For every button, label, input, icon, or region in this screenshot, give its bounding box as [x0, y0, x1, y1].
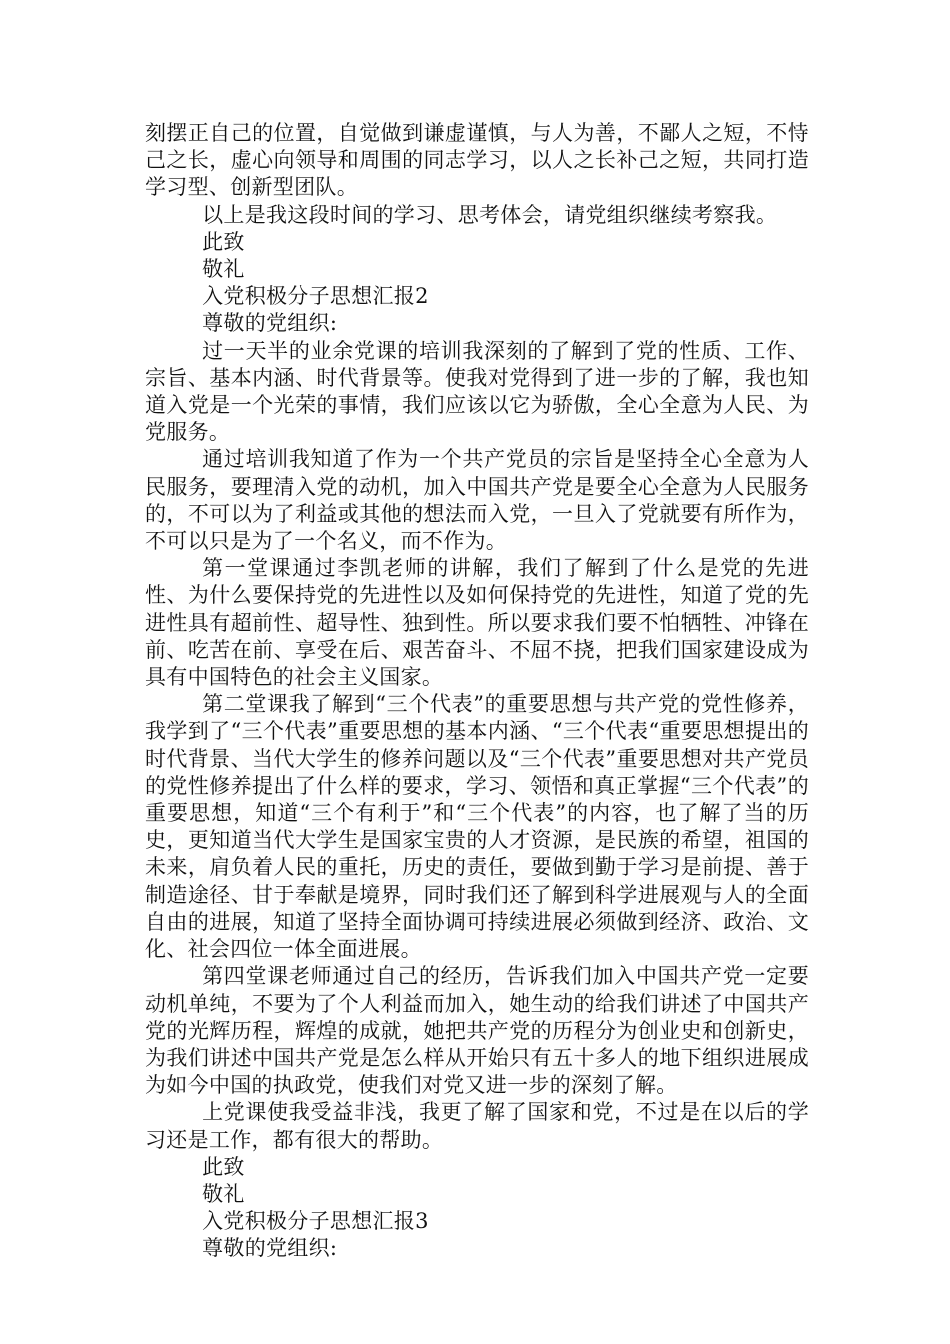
paragraph: 过一天半的业余党课的培训我深刻的了解到了党的性质、工作、宗旨、基本内涵、时代背景等。使我对党得到了进一步的了解，我也知道入党是一个光荣的事情，我们应该以它为骄傲，全心全意为人民、为党服务。	[145, 338, 809, 445]
paragraph: 通过培训我知道了作为一个共产党员的宗旨是坚持全心全意为人民服务，要理清入党的动机，加入中国共产党是要全心全意为人民服务的，不可以为了利益或其他的想法而入党，一旦入了党就要有所作为，不可以只是为了一个名义，而不作为。	[145, 447, 809, 554]
document-body	[145, 120, 809, 1263]
paragraph: 上党课使我受益非浅，我更了解了国家和党，不过是在以后的学习还是工作，都有很大的帮助。	[145, 1100, 809, 1152]
salutation-cizhi: 此致	[202, 1154, 245, 1179]
section-heading-report-3: 入党积极分子思想汇报3	[202, 1209, 429, 1234]
section-heading-report-2: 入党积极分子思想汇报2	[202, 284, 429, 309]
paragraph: 第一堂课通过李凯老师的讲解，我们了解到了什么是党的先进性、为什么要保持党的先进性以及如何保持党的先进性，知道了党的先进性具有超前性、超导性、独到性。所以要求我们要不怕牺牲、冲锋在前、吃苦在前、享受在后、艰苦奋斗、不屈不挠，把我们国家建设成为具有中国特色的社会主义国家。	[145, 556, 809, 690]
paragraph-continuation: 刻摆正自己的位置，自觉做到谦虚谨慎，与人为善，不鄙人之短，不恃己之长，虚心向领导和周围的同志学习，以人之长补己之短，共同打造学习型、创新型团队。	[145, 121, 809, 200]
paragraph: 第二堂课我了解到“三个代表”的重要思想与共产党的党性修养，我学到了“三个代表”重要思想的基本内涵、“三个代表“重要思想提出的时代背景、当代大学生的修养问题以及“三个代表”重要思想对共产党员的党性修养提出了什么样的要求，学习、领悟和真正掌握“三个代表”的重要思想，知道“三个有利于”和“三个代表”的内容，也了解了当的历史，更知道当代大学生是国家宝贵的人才资源，是民族的希望，祖国的未来，肩负着人民的重托，历史的责任，要做到勤于学习是前提、善于制造途径、甘于奉献是境界，同时我们还了解到科学进展观与人的全面自由的进展，知道了坚持全面协调可持续进展必须做到经济、政治、文化、社会四位一体全面进展。	[145, 692, 809, 962]
greeting: 尊敬的党组织:	[202, 1236, 338, 1261]
paragraph-closing-remark: 以上是我这段时间的学习、思考体会，请党组织继续考察我。	[202, 202, 778, 227]
salutation-jingli: 敬礼	[202, 1181, 245, 1206]
greeting: 尊敬的党组织:	[202, 311, 338, 336]
salutation-jingli: 敬礼	[202, 257, 245, 282]
paragraph: 第四堂课老师通过自己的经历，告诉我们加入中国共产党一定要动机单纯，不要为了个人利益而加入，她生动的给我们讲述了中国共产党的光辉历程，辉煌的成就，她把共产党的历程分为创业史和创新史，为我们讲述中国共产党是怎么样从开始只有五十多人的地下组织进展成为如今中国的执政党，使我们对党又进一步的深刻了解。	[145, 964, 809, 1098]
salutation-cizhi: 此致	[202, 229, 245, 254]
